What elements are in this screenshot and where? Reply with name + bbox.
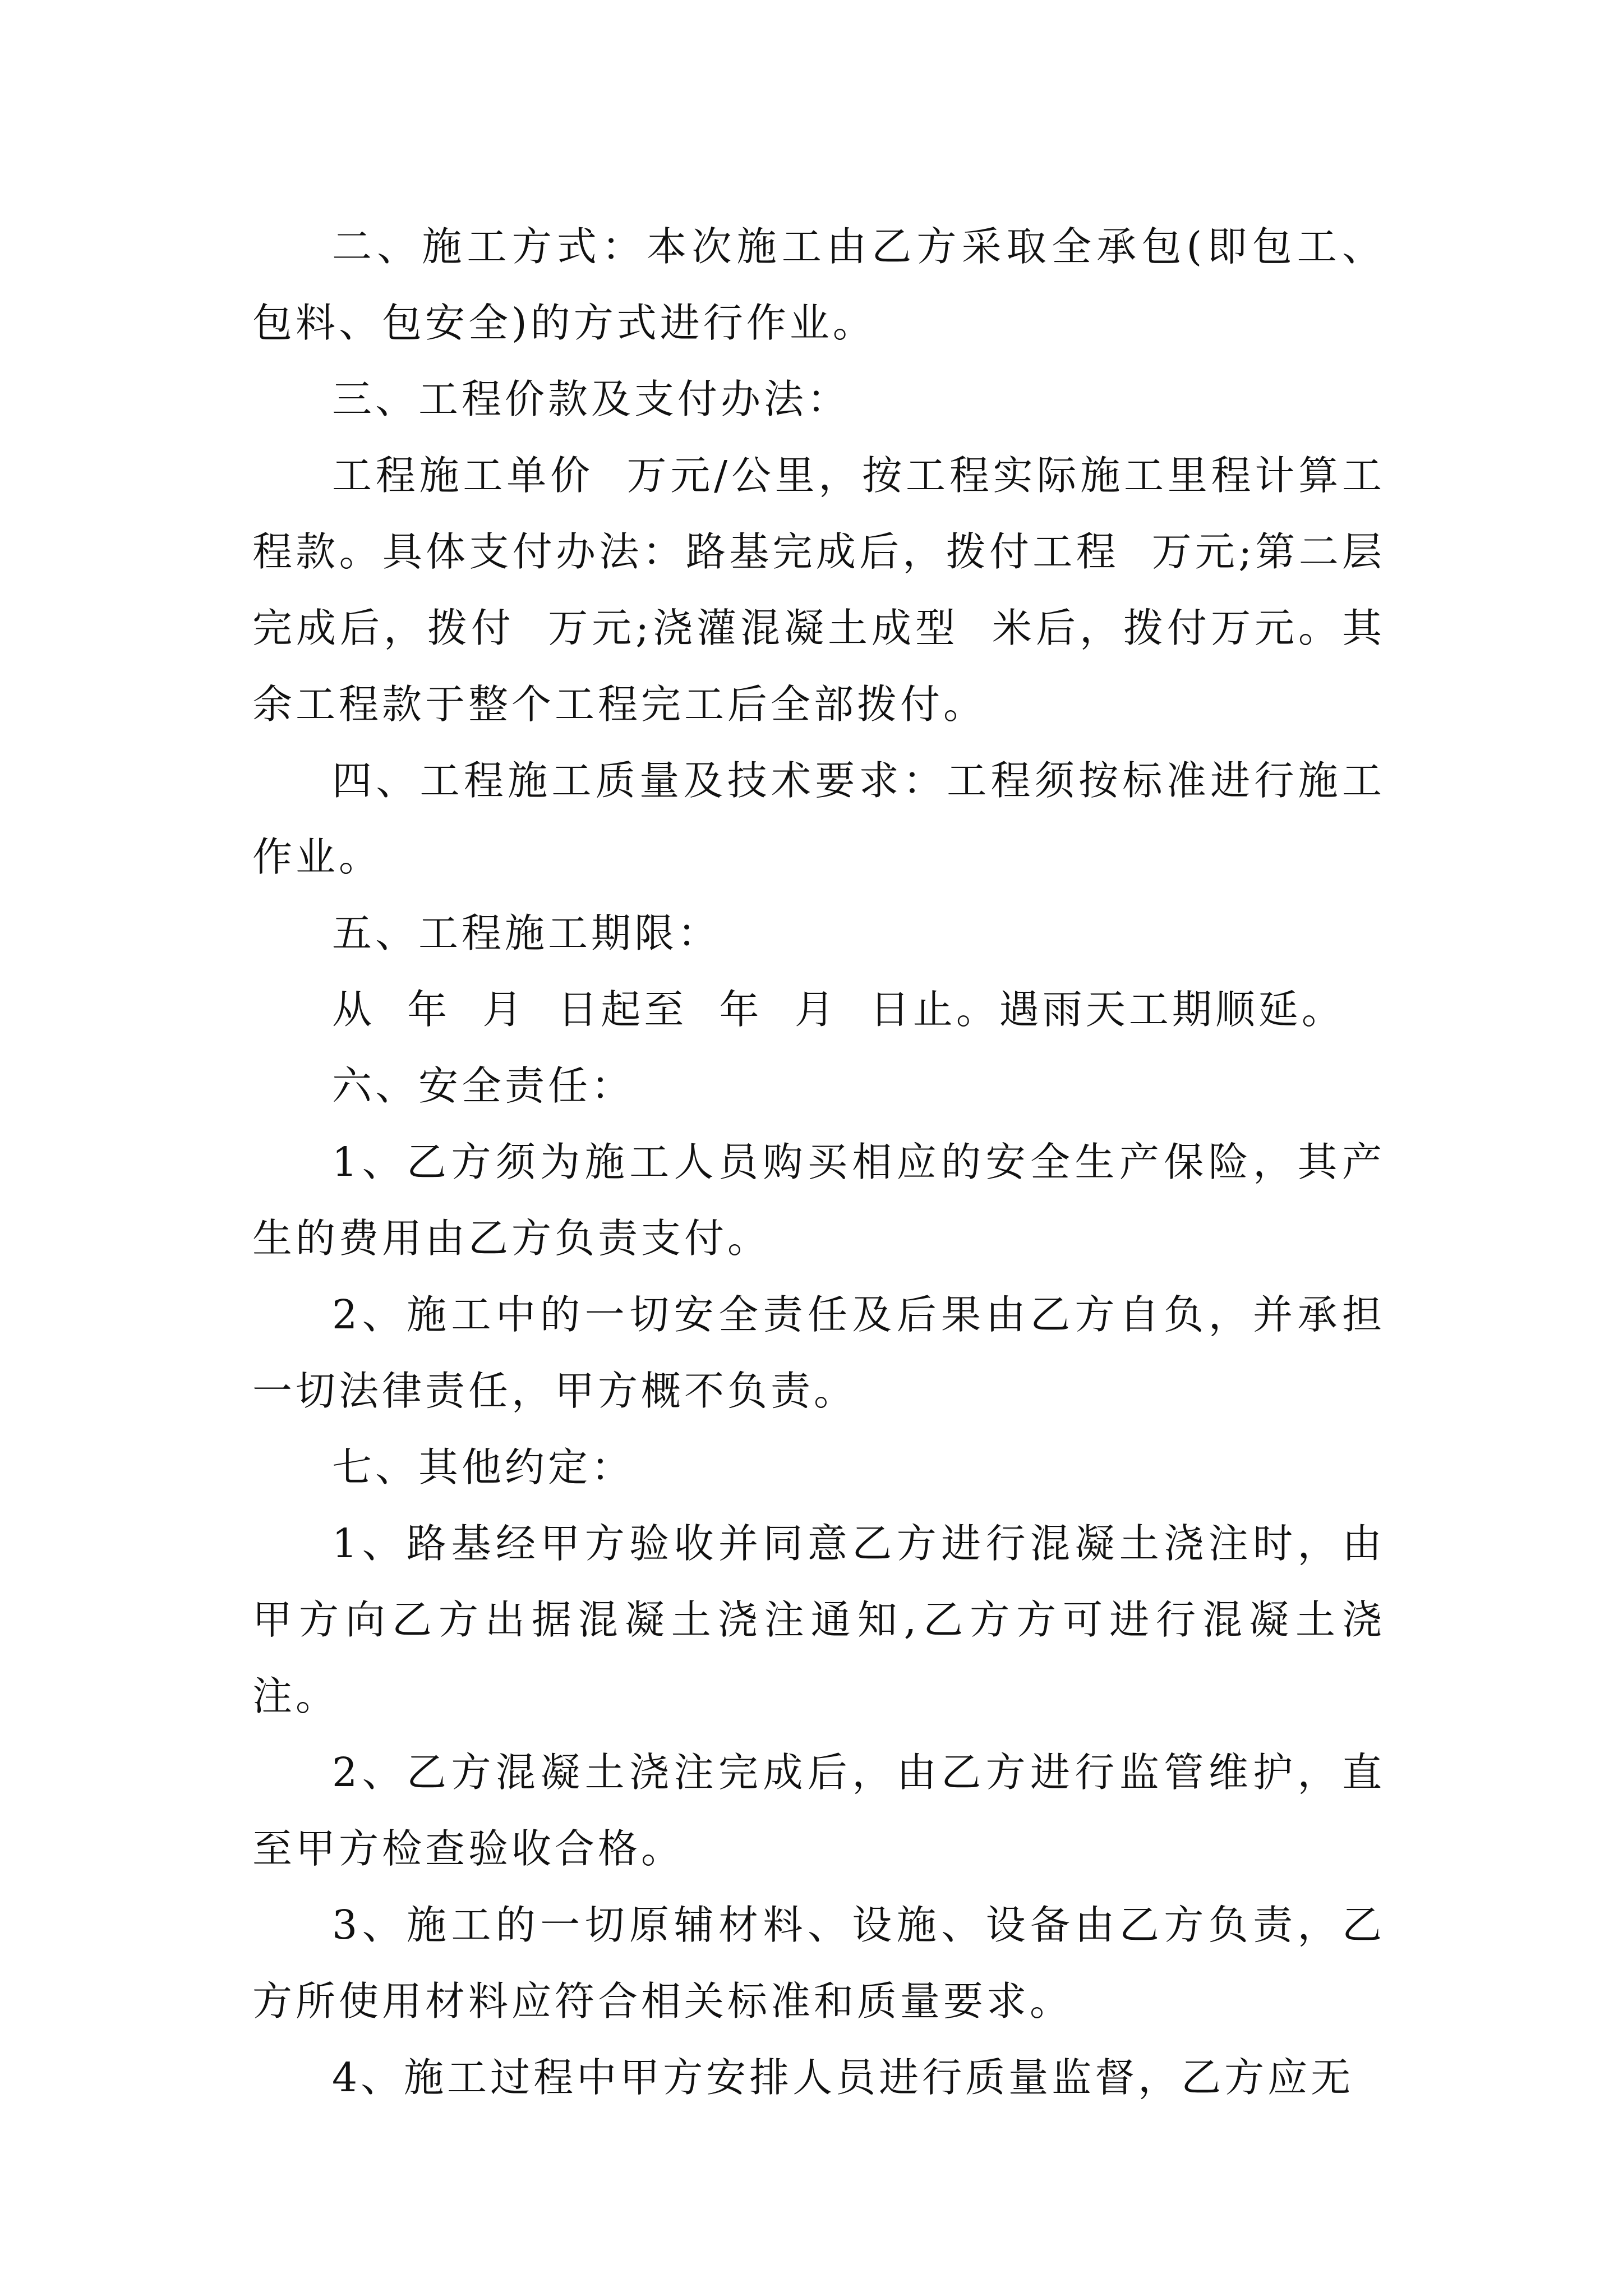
paragraph-other-item-3: 3、施工的一切原辅材料、设施、设备由乙方负责，乙方所使用材料应符合相关标准和质量要求。 xyxy=(252,1902,1385,2024)
paragraph-construction-method: 二、施工方式：本次施工由乙方采取全承包(即包工、包料、包安全)的方式进行作业。 xyxy=(252,223,1385,346)
heading-other-agreements: 七、其他约定： xyxy=(332,1444,635,1490)
paragraph-other-item-1: 1、路基经甲方验收并同意乙方进行混凝土浇注时，由甲方向乙方出据混凝土浇注通知,乙方方可进行混凝土浇注。 xyxy=(252,1520,1385,1719)
heading-price-and-payment: 三、工程价款及支付办法： xyxy=(332,376,851,422)
paragraph-quality-requirements: 四、工程施工质量及技术要求：工程须按标准进行施工作业。 xyxy=(252,757,1385,880)
paragraph-payment-terms: 工程施工单价 万元/公里，按工程实际施工里程计算工程款。具体支付办法：路基完成后，拨付工程 万元;第二层完成后，拨付 万元;浇灌混凝土成型 米后，拨付万元。其余工程款于整个工程完工后全部拨付。 xyxy=(252,452,1385,728)
paragraph-other-item-2: 2、乙方混凝土浇注完成后，由乙方进行监管维护，直至甲方检查验收合格。 xyxy=(252,1749,1385,1872)
paragraph-safety-item-1: 1、乙方须为施工人员购买相应的安全生产保险，其产生的费用由乙方负责支付。 xyxy=(252,1139,1385,1262)
paragraph-other-item-4: 4、施工过程中甲方安排人员进行质量监督，乙方应无 xyxy=(332,2054,1354,2101)
document-body xyxy=(252,209,1385,2116)
paragraph-safety-item-2: 2、施工中的一切安全责任及后果由乙方自负，并承担一切法律责任，甲方概不负责。 xyxy=(252,1291,1385,1414)
heading-safety-responsibility: 六、安全责任： xyxy=(332,1062,635,1109)
paragraph-construction-dates: 从 年 月 日起至 年 月 日止。遇雨天工期顺延。 xyxy=(332,986,1345,1033)
heading-construction-period: 五、工程施工期限： xyxy=(332,910,721,956)
